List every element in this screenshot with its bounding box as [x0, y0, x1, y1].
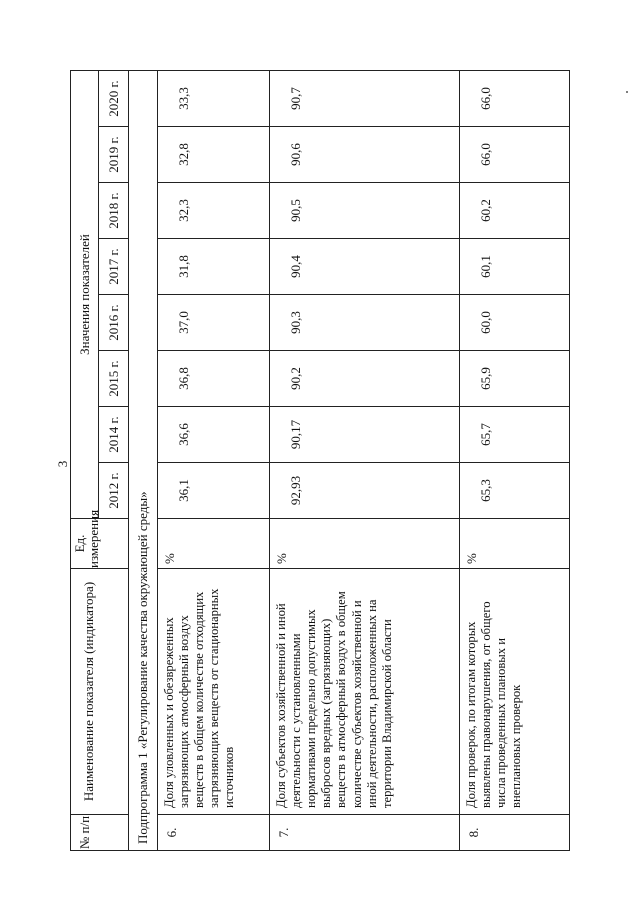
value-cell: 90,2	[270, 351, 460, 407]
value-cell: 60,1	[460, 239, 570, 295]
table-row	[460, 70, 570, 850]
header-year: 2019 г.	[99, 127, 129, 183]
table-row	[270, 70, 460, 850]
header-year: 2017 г.	[99, 239, 129, 295]
table-row	[158, 70, 270, 850]
value-cell: 65,3	[460, 463, 570, 519]
value-cell: 90,7	[270, 70, 460, 126]
value-cell: 66,0	[460, 127, 570, 183]
value-cell: 90,5	[270, 183, 460, 239]
indicator-table	[70, 70, 570, 851]
header-number: № п/п	[71, 815, 129, 851]
row-number: 7.	[270, 815, 460, 851]
header-year: 2016 г.	[99, 295, 129, 351]
header-year: 2018 г.	[99, 183, 129, 239]
value-cell: 65,9	[460, 351, 570, 407]
header-values-group: Значения показателей	[71, 70, 99, 518]
indicator-name: Доля проверок, по итогам которых выявлены правонарушения, от общего числа проведенных плановых и внеплановых проверок	[460, 569, 570, 815]
value-cell: 36,6	[158, 407, 270, 463]
value-cell: 90,4	[270, 239, 460, 295]
value-cell: 90,6	[270, 127, 460, 183]
subprogram-title: Подпрограмма 1 «Регулирование качества окружающей среды»	[129, 70, 158, 850]
indicator-name: Доля субъектов хозяйственной и иной деятельности с установленными нормативами предельно допустимых выбросов вредных (загрязняющих) веществ в атмосферный воздух в общем количестве субъектов хозяйственной и иной деятельности, расположенных на территории Владимирской области	[270, 569, 460, 815]
value-cell: 36,8	[158, 351, 270, 407]
header-unit: Ед. измерения	[71, 519, 129, 569]
value-cell: 33,3	[158, 70, 270, 126]
value-cell: 36,1	[158, 463, 270, 519]
value-cell: 31,8	[158, 239, 270, 295]
value-cell: 66,0	[460, 70, 570, 126]
page-number: 3	[55, 460, 70, 468]
row-number: 6.	[158, 815, 270, 851]
value-cell: 32,8	[158, 127, 270, 183]
unit-cell: %	[270, 519, 460, 569]
unit-cell: %	[460, 519, 570, 569]
value-cell: 65,7	[460, 407, 570, 463]
rotated-table-sheet	[70, 71, 570, 851]
header-year: 2015 г.	[99, 351, 129, 407]
header-year: 2014 г.	[99, 407, 129, 463]
header-year: 2020 г.	[99, 70, 129, 126]
value-cell: 92,93	[270, 463, 460, 519]
value-cell: 32,3	[158, 183, 270, 239]
value-cell: 37,0	[158, 295, 270, 351]
value-cell: 90,3	[270, 295, 460, 351]
scan-speck	[626, 91, 628, 93]
unit-cell: %	[158, 519, 270, 569]
value-cell: 60,0	[460, 295, 570, 351]
value-cell: 60,2	[460, 183, 570, 239]
value-cell: 90,17	[270, 407, 460, 463]
row-number: 8.	[460, 815, 570, 851]
header-indicator-name: Наименование показателя (индикатора)	[71, 569, 129, 815]
indicator-name: Доля уловленных и обезвреженных загрязняющих атмосферный воздух веществ в общем количестве отходящих загрязняющих веществ от стационарных источников	[158, 569, 270, 815]
header-year: 2012 г.	[99, 463, 129, 519]
